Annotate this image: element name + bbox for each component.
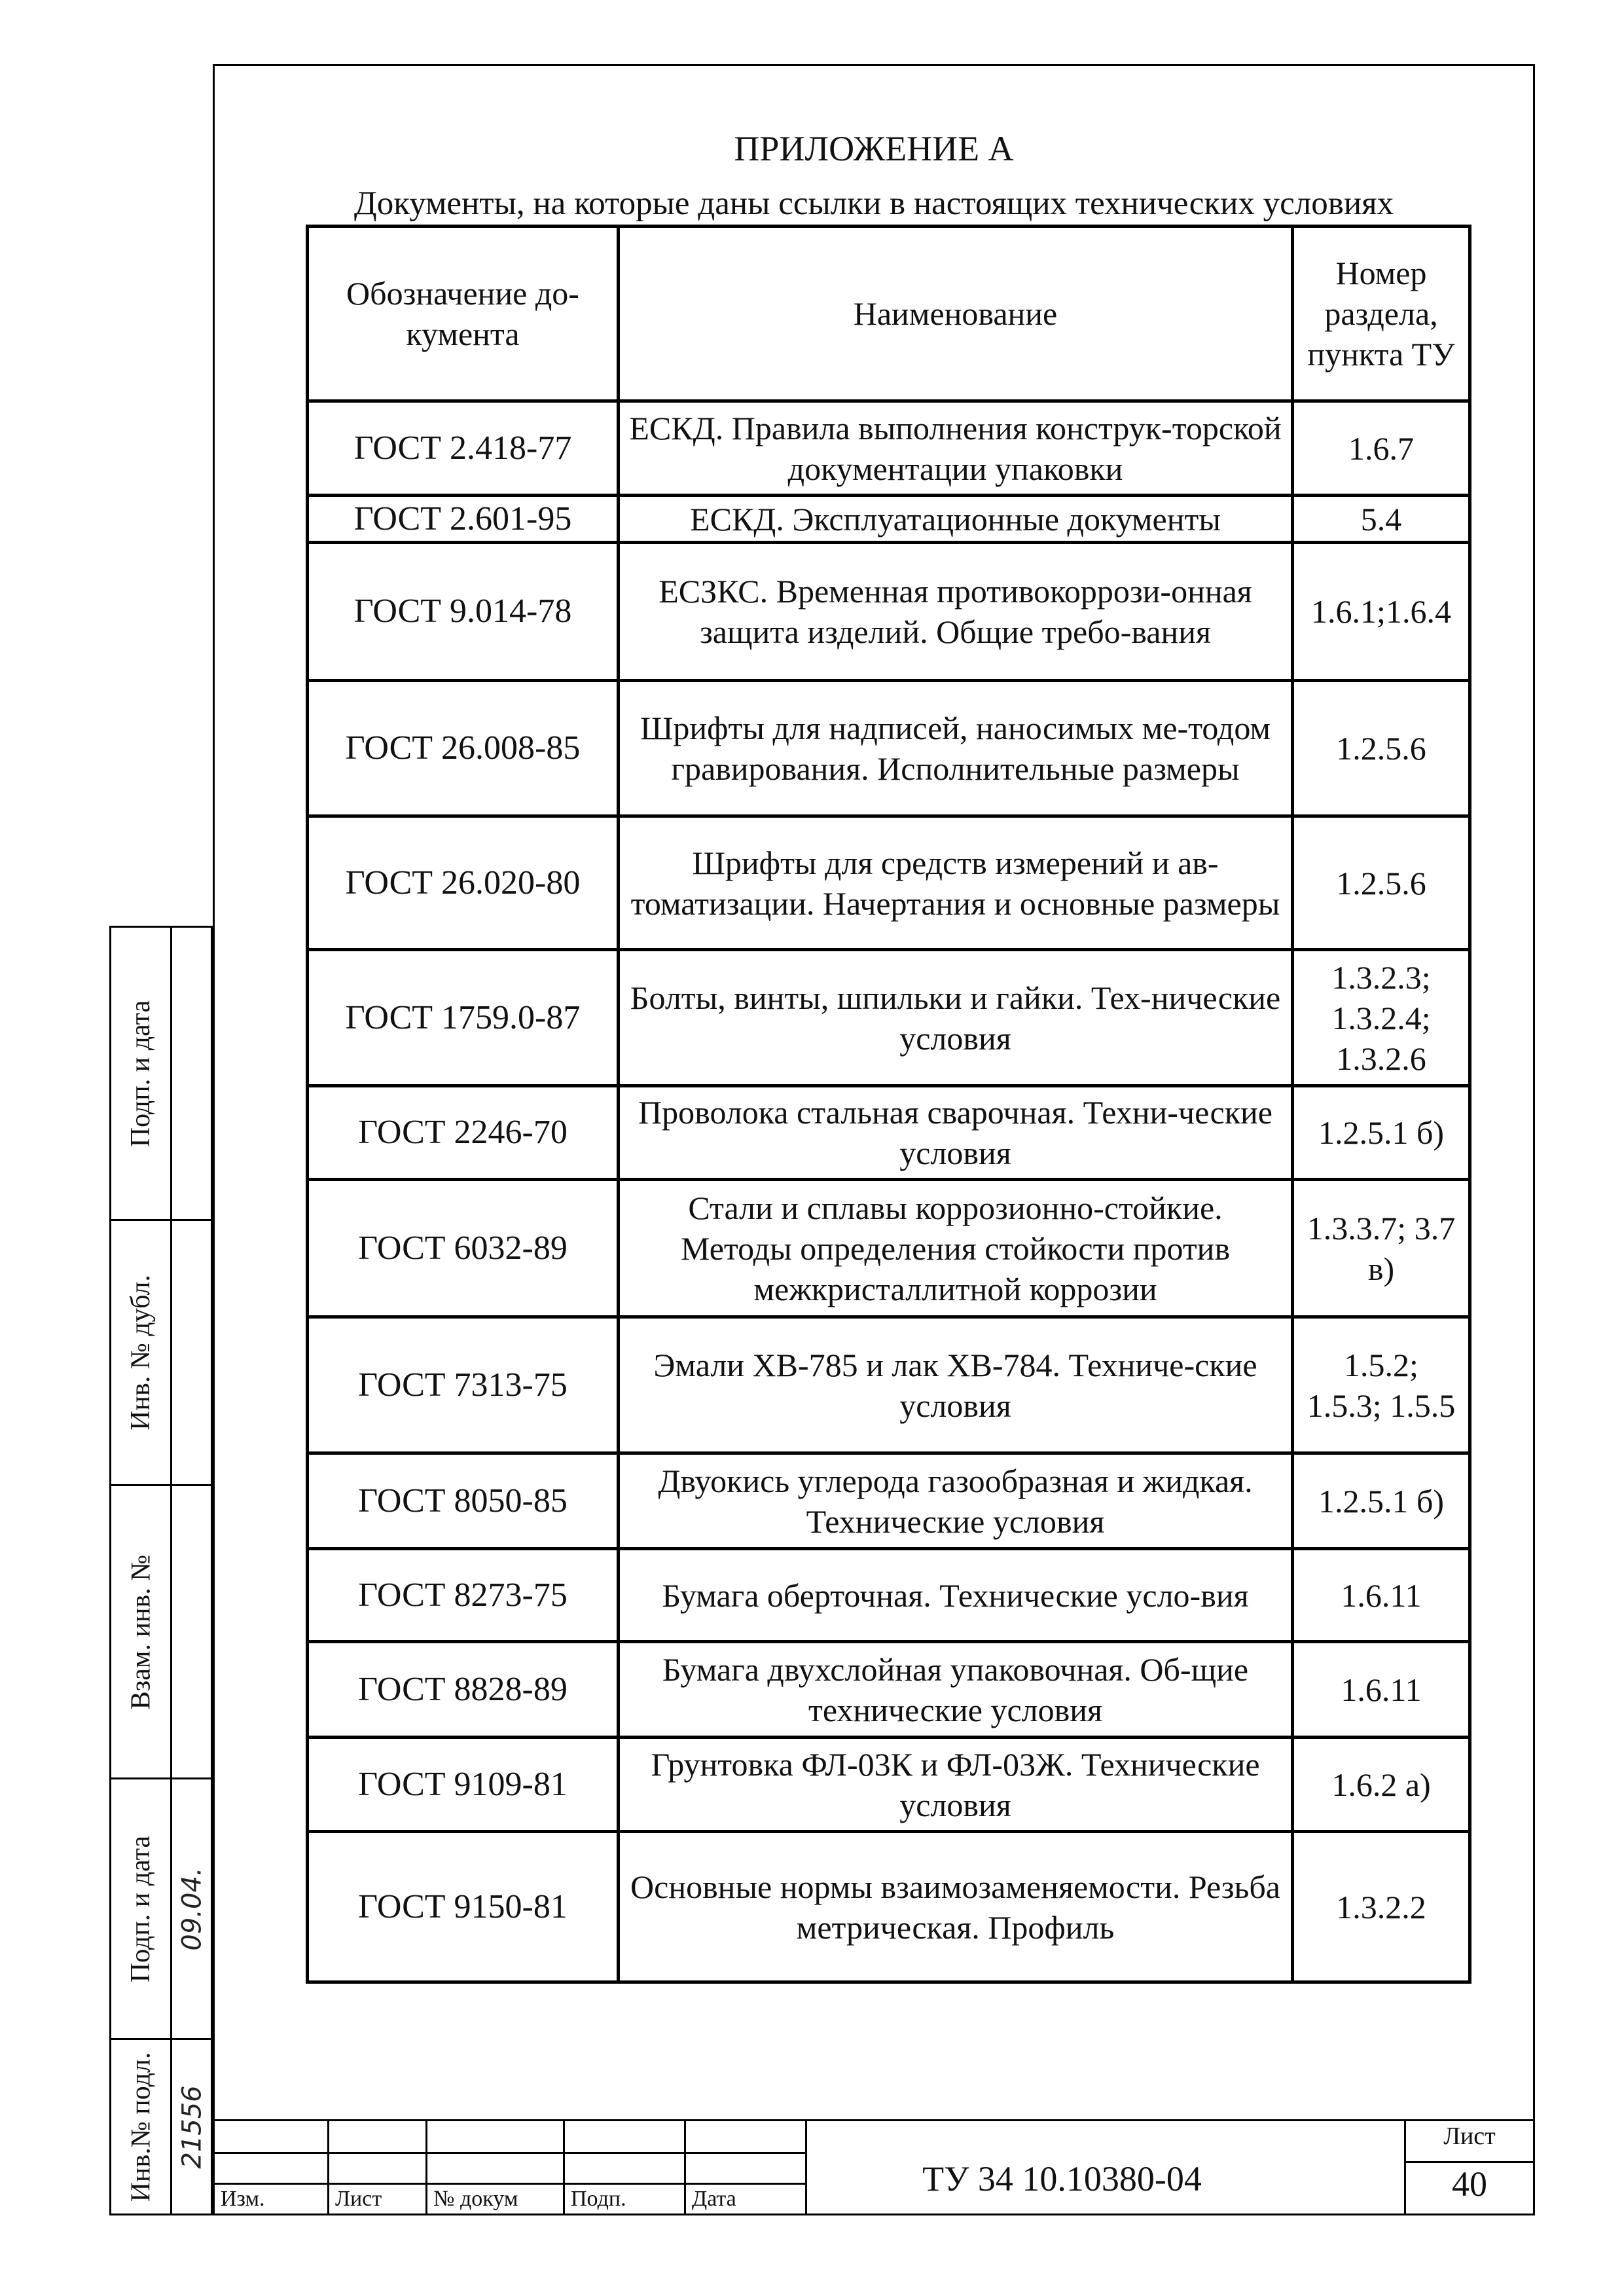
document-designation: ТУ 34 10.10380-04 — [922, 2159, 1202, 2198]
document-name: Стали и сплавы коррозионно-стойкие. Методы определения стойкости против межкристаллитной коррозии — [619, 1180, 1293, 1317]
section-number: 1.2.5.6 — [1293, 681, 1470, 816]
document-name: Двуокись углерода газообразная и жидкая. Технические условия — [619, 1453, 1293, 1549]
side-label: Инв.№ подл. — [126, 2052, 156, 2202]
section-number: 1.6.7 — [1293, 401, 1470, 496]
document-name: Болты, винты, шпильки и гайки. Тех-нические условия — [619, 950, 1293, 1086]
sheet-label: Лист — [1443, 2123, 1496, 2150]
document-name: Шрифты для надписей, наносимых ме-тодом гравирования. Исполнительные размеры — [619, 681, 1293, 816]
section-number: 1.3.2.2 — [1293, 1832, 1470, 1982]
sheet-number: 40 — [1452, 2164, 1487, 2204]
table-row — [308, 816, 1470, 950]
section-number: 1.2.5.6 — [1293, 816, 1470, 950]
side-cell-signature-date-2 — [109, 1777, 213, 2038]
section-number: 1.6.2 а) — [1293, 1738, 1470, 1832]
document-code: ГОСТ 26.020-80 — [308, 816, 619, 950]
document-name: Эмали ХВ-785 и лак ХВ-784. Техниче-ские условия — [619, 1317, 1293, 1453]
table-row — [308, 1086, 1470, 1180]
document-name: Бумага двухслойная упаковочная. Об-щие технические условия — [619, 1642, 1293, 1738]
side-cell-original-inventory — [109, 2038, 213, 2215]
title-block-signature-label: Подп. — [571, 2187, 626, 2211]
section-number: 5.4 — [1293, 496, 1470, 543]
table-row — [308, 1549, 1470, 1642]
document-name: ЕСКД. Эксплуатационные документы — [619, 496, 1293, 543]
section-number: 1.3.3.7; 3.7 в) — [1293, 1180, 1470, 1317]
document-code: ГОСТ 8828-89 — [308, 1642, 619, 1738]
table-row — [308, 1738, 1470, 1832]
table-row — [308, 681, 1470, 816]
document-code: ГОСТ 6032-89 — [308, 1180, 619, 1317]
side-label: Подп. и дата — [126, 1835, 156, 1982]
document-name: Основные нормы взаимозаменяемости. Резьба метрическая. Профиль — [619, 1832, 1293, 1982]
side-label: Инв. № дубл. — [126, 1275, 156, 1430]
appendix-subtitle: Документы, на которые даны ссылки в настоящих технических условиях — [353, 185, 1394, 222]
document-code: ГОСТ 2246-70 — [308, 1086, 619, 1180]
document-code: ГОСТ 2.418-77 — [308, 401, 619, 496]
side-label: Взам. инв. № — [126, 1554, 156, 1709]
side-label: Подп. и дата — [126, 1000, 156, 1147]
appendix-heading: ПРИЛОЖЕНИЕ А — [734, 129, 1014, 168]
table-row — [308, 496, 1470, 543]
table-row — [308, 1642, 1470, 1738]
header-section: Номер раздела, пункта ТУ — [1293, 227, 1470, 401]
side-strip — [109, 926, 213, 2215]
table-row — [308, 401, 1470, 496]
header-designation: Обозначение до-кумента — [308, 227, 619, 401]
table-row — [308, 543, 1470, 681]
handwritten-date: 09.04. — [177, 1867, 208, 1951]
document-code: ГОСТ 7313-75 — [308, 1317, 619, 1453]
section-number: 1.6.1;1.6.4 — [1293, 543, 1470, 681]
document-name: ЕСКД. Правила выполнения конструк-торской документации упаковки — [619, 401, 1293, 496]
document-code: ГОСТ 8273-75 — [308, 1549, 619, 1642]
document-code: ГОСТ 1759.0-87 — [308, 950, 619, 1086]
side-cell-signature-date — [109, 926, 213, 1219]
title-block-date-label: Дата — [692, 2187, 736, 2211]
document-name: Шрифты для средств измерений и ав-томатизации. Начертания и основные размеры — [619, 816, 1293, 950]
table-row — [308, 1832, 1470, 1982]
table-header-row — [308, 227, 1470, 401]
title-block-doc-number-label: № докум — [433, 2187, 518, 2211]
table-row — [308, 950, 1470, 1086]
section-number: 1.5.2; 1.5.3; 1.5.5 — [1293, 1317, 1470, 1453]
document-code: ГОСТ 26.008-85 — [308, 681, 619, 816]
section-number: 1.6.11 — [1293, 1642, 1470, 1738]
header-name: Наименование — [619, 227, 1293, 401]
section-number: 1.2.5.1 б) — [1293, 1086, 1470, 1180]
table-row — [308, 1453, 1470, 1549]
document-name: Грунтовка ФЛ-03К и ФЛ-03Ж. Технические условия — [619, 1738, 1293, 1832]
document-code: ГОСТ 2.601-95 — [308, 496, 619, 543]
title-block-change-label: Изм. — [221, 2187, 265, 2211]
section-number: 1.2.5.1 б) — [1293, 1453, 1470, 1549]
document-name: Бумага оберточная. Технические усло-вия — [619, 1549, 1293, 1642]
document-code: ГОСТ 9109-81 — [308, 1738, 619, 1832]
document-code: ГОСТ 9.014-78 — [308, 543, 619, 681]
document-code: ГОСТ 9150-81 — [308, 1832, 619, 1982]
side-cell-duplicate-inventory — [109, 1219, 213, 1484]
table-row — [308, 1317, 1470, 1453]
table-row — [308, 1180, 1470, 1317]
document-name: ЕСЗКС. Временная противокоррози-онная защита изделий. Общие требо-вания — [619, 543, 1293, 681]
document-code: ГОСТ 8050-85 — [308, 1453, 619, 1549]
handwritten-inventory-number: 21556 — [177, 2085, 208, 2169]
document-name: Проволока стальная сварочная. Техни-ческие условия — [619, 1086, 1293, 1180]
section-number: 1.3.2.3; 1.3.2.4; 1.3.2.6 — [1293, 950, 1470, 1086]
section-number: 1.6.11 — [1293, 1549, 1470, 1642]
title-block-sheet-col-label: Лист — [335, 2187, 382, 2211]
side-cell-replacement-inventory — [109, 1484, 213, 1777]
reference-documents-table — [306, 225, 1471, 1984]
title-block — [213, 2119, 1535, 2215]
